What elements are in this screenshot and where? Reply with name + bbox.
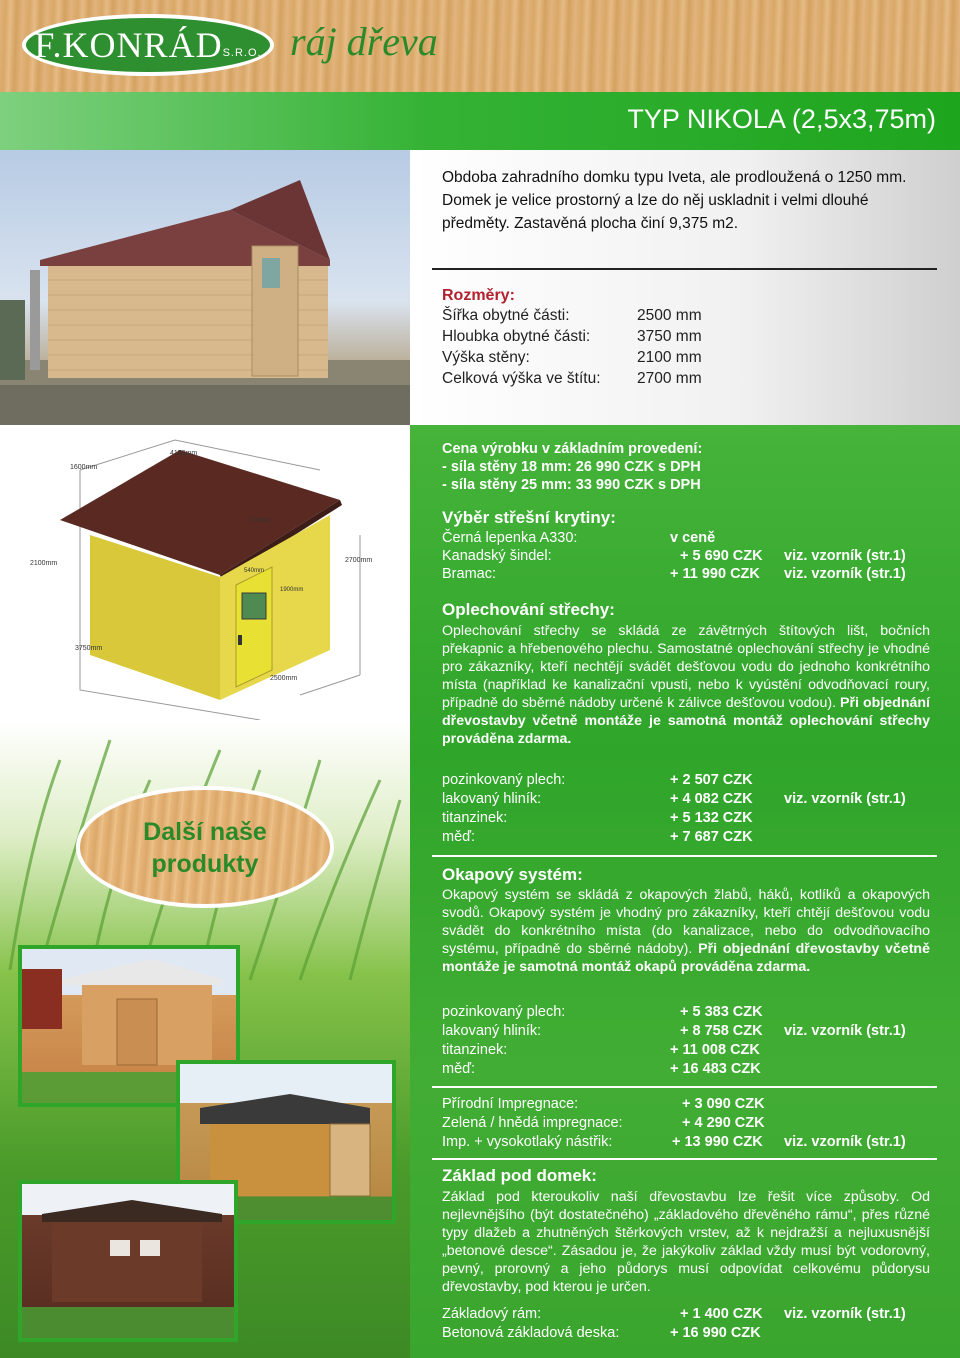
roofing-label: Kanadský šindel: <box>442 548 552 564</box>
roofing-label: Černá lepenka A330: <box>442 530 578 546</box>
roofing-price: + 11 990 CZK <box>670 566 760 582</box>
product-thumb-3[interactable] <box>18 1180 238 1342</box>
impregnation-label: Zelená / hnědá impregnace: <box>442 1115 623 1131</box>
impregnation-row <box>442 1115 942 1134</box>
flashing-price: + 7 687 CZK <box>670 829 753 845</box>
logo-suffix: S.R.O. <box>222 47 262 59</box>
product-description: Obdoba zahradního domku typu Iveta, ale prodloužená o 1250 mm. Domek je velice prostorný a lze do něj uskladnit i velmi dlouhé předměty. Zastavěná plocha činí 9,375 m2. <box>442 169 907 232</box>
roofing-price: v ceně <box>670 530 716 546</box>
gutter-label: měď: <box>442 1061 476 1077</box>
flashing-label: titanzinek: <box>442 810 508 826</box>
gutter-price: + 5 383 CZK <box>680 1004 763 1020</box>
flashing-description: Oplechování střechy se skládá ze závětrných štítových lišt, bočních překapnic a hřebenového plechu. Samostatné oplechování střechy je vhodné pro zákazníky, kteří nechtějí svádět dešťovou vodu do jednoho konkrétního místa (například ke kanalizační vpusti, nebo k vyústění odvodňovací roury, případně do sběrné nádoby určené k zálivce dešťovou vodou). <box>442 623 930 711</box>
flashing-price: + 4 082 CZK <box>670 791 753 807</box>
impregnation-label: Imp. + vysokotlaký nástřik: <box>442 1134 613 1150</box>
roofing-price: + 5 690 CZK <box>680 548 763 564</box>
flashing-title: Oplechování střechy: <box>442 600 615 619</box>
roofing-title: Výběr střešní krytiny: <box>442 508 616 527</box>
roofing-label: Bramac: <box>442 566 496 582</box>
dimension-value: 2700 mm <box>637 370 702 387</box>
sample-book-link[interactable]: viz. vzorník (str.1) <box>784 1306 906 1322</box>
flashing-row <box>442 772 942 791</box>
gutter-label: titanzinek: <box>442 1042 508 1058</box>
gutter-price: + 11 008 CZK <box>670 1042 760 1058</box>
drawing-label-bottom-right: 2500mm <box>270 675 298 682</box>
price-title: Cena výrobku v základním provedení: <box>442 441 703 457</box>
dimension-row <box>442 307 942 328</box>
dimension-label: Výška stěny: <box>442 349 530 366</box>
flashing-text <box>442 622 930 748</box>
impregnation-label: Přírodní Impregnace: <box>442 1096 579 1112</box>
gutter-row <box>442 1042 942 1061</box>
flashing-row <box>442 829 942 848</box>
sample-book-link[interactable]: viz. vzorník (str.1) <box>784 1023 906 1039</box>
impregnation-row <box>442 1096 942 1115</box>
drawing-label-right: 2700mm <box>345 557 373 564</box>
gutter-price: + 16 483 CZK <box>670 1061 761 1077</box>
drawing-label-top: 4150mm <box>170 450 198 457</box>
gutter-row <box>442 1004 942 1023</box>
base-text: Základ pod kteroukoliv naší dřevostavbu lze řešit více způsoby. Od nejlevnějšího (být dostatečného) „základového dřevěného rámu“, přes různé typy dlažeb a zhutněných štěrkových vrstev, až k nejdražší a nejluxusnější „betonové desce“. Zásadou je, že jakýkoliv základ vždy musí být vodorovný, pevný, prorovný a jeho půdorys musí odpovídat celkovému půdorysu dřevostavby, pod kterou je určen. <box>442 1189 930 1295</box>
dimension-label: Celková výška ve štítu: <box>442 370 601 387</box>
dimension-value: 2100 mm <box>637 349 702 366</box>
title-band <box>0 92 960 150</box>
gutter-row <box>442 1023 942 1042</box>
header-wood-banner <box>0 0 960 92</box>
sample-book-link[interactable]: viz. vzorník (str.1) <box>784 791 906 807</box>
drawing-label-door-height: 1900mm <box>280 587 304 593</box>
badge-line1: Další naše <box>143 818 267 846</box>
base-row <box>442 1306 942 1325</box>
dimension-value: 3750 mm <box>637 328 702 345</box>
price-line-25mm: - síla stěny 25 mm: 33 990 CZK s DPH <box>442 477 701 493</box>
impregnation-price: + 13 990 CZK <box>672 1134 763 1150</box>
gutter-text <box>442 886 930 976</box>
impregnation-row <box>442 1134 942 1153</box>
flashing-free-note: Při objednání dřevostavby včetně montáže je samotná montáž oplechování střechy prováděna zdarma. <box>442 695 930 747</box>
divider <box>432 1086 937 1088</box>
base-price: + 1 400 CZK <box>680 1306 763 1322</box>
base-label: Základový rám: <box>442 1306 542 1322</box>
logo-text: F.KONRÁD <box>34 25 223 65</box>
impregnation-price: + 4 290 CZK <box>682 1115 765 1131</box>
divider <box>432 855 937 857</box>
gutter-title: Okapový systém: <box>442 865 583 884</box>
drawing-label-door-width: 700mm <box>250 518 271 524</box>
base-price: + 16 990 CZK <box>670 1325 761 1341</box>
drawing-label-bottom-left: 3750mm <box>75 645 103 652</box>
sample-book-link[interactable]: viz. vzorník (str.1) <box>784 1134 906 1150</box>
flashing-row <box>442 791 942 810</box>
flashing-label: měď: <box>442 829 476 845</box>
other-products-badge[interactable] <box>76 786 334 908</box>
divider <box>432 1158 937 1160</box>
dimension-row <box>442 349 942 370</box>
badge-line2: produkty <box>151 850 259 878</box>
gutter-description: Okapový systém se skládá z okapových žlabů, háků, kotlíků a okapových svodů. Okapový systém je vhodný pro zákazníky, kteří chtějí dešťovou vodu svádět do konkrétního místa (do kanalizace, nebo do odvodňovacího systému, případně do sběrné nádoby). <box>442 887 930 957</box>
flashing-label: lakovaný hliník: <box>442 791 542 807</box>
flashing-label: pozinkovaný plech: <box>442 772 566 788</box>
roofing-row <box>442 548 942 567</box>
flashing-row <box>442 810 942 829</box>
dimension-row <box>442 328 942 349</box>
gutter-label: pozinkovaný plech: <box>442 1004 566 1020</box>
divider <box>432 268 937 270</box>
company-logo[interactable] <box>22 14 274 76</box>
page-title: TYP NIKOLA (2,5x3,75m) <box>627 104 936 134</box>
gutter-label: lakovaný hliník: <box>442 1023 542 1039</box>
base-title: Základ pod domek: <box>442 1166 597 1185</box>
dimension-row <box>442 370 942 391</box>
sample-book-link[interactable]: viz. vzorník (str.1) <box>784 566 906 582</box>
dimension-label: Šířka obytné části: <box>442 307 570 324</box>
shed-photo <box>0 150 410 425</box>
sample-book-link[interactable]: viz. vzorník (str.1) <box>784 548 906 564</box>
base-label: Betonová základová deska: <box>442 1325 620 1341</box>
flashing-price: + 5 132 CZK <box>670 810 753 826</box>
drawing-label-left-top: 1600mm <box>70 464 98 471</box>
roofing-row <box>442 530 942 549</box>
dimension-label: Hloubka obytné části: <box>442 328 591 345</box>
gutter-price: + 8 758 CZK <box>680 1023 763 1039</box>
drawing-label-left: 2100mm <box>30 560 58 567</box>
dimension-value: 2500 mm <box>637 307 702 324</box>
dimensions-title: Rozměry: <box>442 287 515 304</box>
roofing-row <box>442 566 942 585</box>
shed-drawing <box>0 425 410 720</box>
flashing-price: + 2 507 CZK <box>670 772 753 788</box>
price-line-18mm: - síla stěny 18 mm: 26 990 CZK s DPH <box>442 459 701 475</box>
drawing-label-window: 540mm <box>244 568 265 574</box>
gutter-free-note: Při objednání dřevostavby včetně montáže je samotná montáž okapů prováděna zdarma. <box>442 941 930 975</box>
slogan: ráj dřeva <box>290 19 438 64</box>
base-row <box>442 1325 942 1344</box>
impregnation-price: + 3 090 CZK <box>682 1096 765 1112</box>
gutter-row <box>442 1061 942 1080</box>
